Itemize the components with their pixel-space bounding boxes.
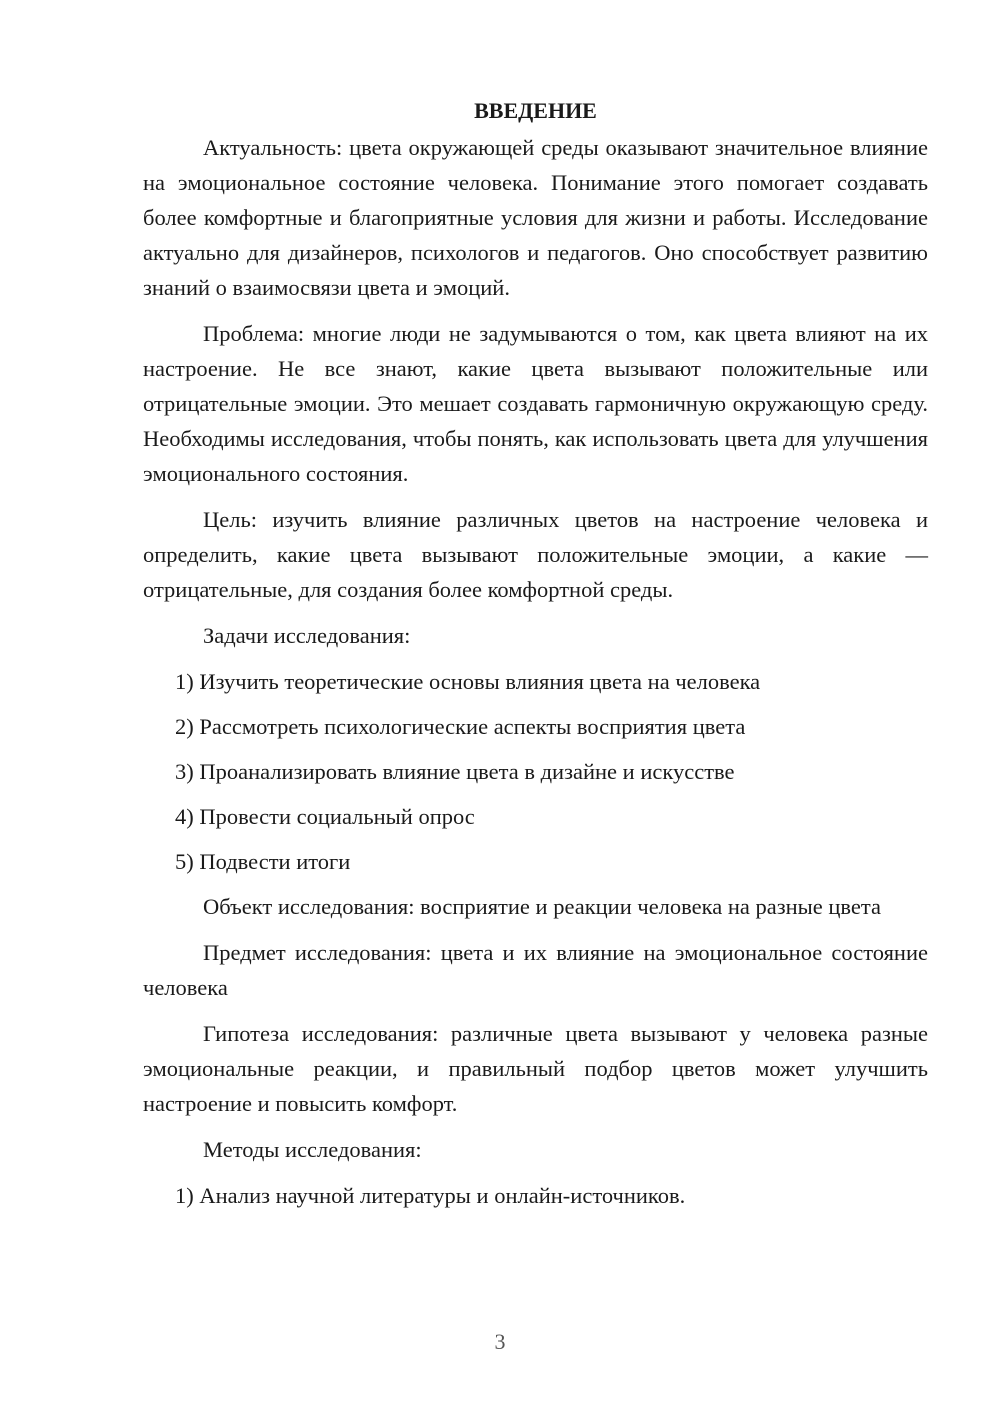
method-item: 1) Анализ научной литературы и онлайн-источников. [175, 1183, 686, 1208]
task-item: 1) Изучить теоретические основы влияния цвета на человека [175, 669, 761, 694]
goal-paragraph: Цель: изучить влияние различных цветов на настроение человека и определить, какие цвета вызывают положительные эмоции, а какие — отрицательные, для создания более комфортной среды. [143, 507, 928, 602]
hypothesis-paragraph: Гипотеза исследования: различные цвета вызывают у человека разные эмоциональные реакции, и правильный подбор цветов может улучшить настроение и повысить комфорт. [143, 1021, 928, 1116]
task-item: 5) Подвести итоги [175, 849, 351, 874]
document-page [143, 96, 928, 1223]
object-paragraph: Объект исследования: восприятие и реакции человека на разные цвета [203, 894, 881, 919]
tasks-heading: Задачи исследования: [203, 623, 411, 648]
relevance-paragraph: Актуальность: цвета окружающей среды оказывают значительное влияние на эмоциональное состояние человека. Понимание этого помогает создавать более комфортные и благоприятные условия для жизни и работы. Исследование актуально для дизайнеров, психологов и педагогов. Оно способствует развитию знаний о взаимосвязи цвета и эмоций. [143, 135, 928, 300]
page-number: 3 [494, 1329, 506, 1354]
task-item: 3) Проанализировать влияние цвета в дизайне и искусстве [175, 759, 735, 784]
task-item: 2) Рассмотреть психологические аспекты восприятия цвета [175, 714, 746, 739]
task-item: 4) Провести социальный опрос [175, 804, 475, 829]
subject-paragraph: Предмет исследования: цвета и их влияние на эмоциональное состояние человека [143, 940, 928, 1000]
section-title: ВВЕДЕНИЕ [474, 98, 597, 123]
problem-paragraph: Проблема: многие люди не задумываются о том, как цвета влияют на их настроение. Не все знают, какие цвета вызывают положительные или отрицательные эмоции. Это мешает создавать гармоничную окружающую среду. Необходимы исследования, чтобы понять, как использовать цвета для улучшения эмоционального состояния. [143, 321, 928, 486]
methods-heading: Методы исследования: [203, 1137, 422, 1162]
